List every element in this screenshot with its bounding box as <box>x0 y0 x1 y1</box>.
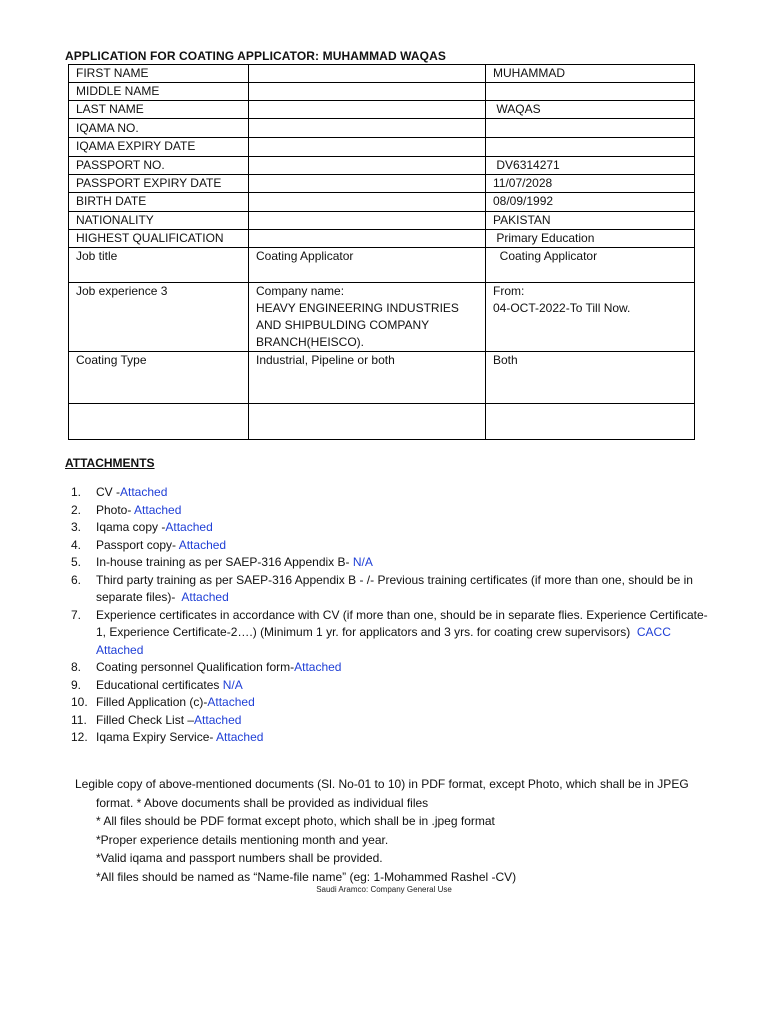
field-detail <box>249 83 486 101</box>
field-label <box>69 404 249 440</box>
field-detail <box>249 404 486 440</box>
item-text: Coating personnel Qualification form- <box>96 660 295 674</box>
list-item <box>65 484 715 502</box>
table-row <box>69 101 695 119</box>
list-item <box>65 502 715 520</box>
field-detail <box>249 230 486 248</box>
item-status: Attached <box>120 485 168 499</box>
item-number: 2. <box>71 502 82 517</box>
field-label: PASSPORT EXPIRY DATE <box>69 175 249 193</box>
table-row <box>69 404 695 440</box>
item-status: Attached <box>207 695 255 709</box>
list-item <box>65 694 715 712</box>
field-detail <box>249 138 486 157</box>
field-label: Job experience 3 <box>69 283 249 352</box>
item-status: N/A <box>222 677 243 692</box>
field-label: FIRST NAME <box>69 65 249 83</box>
field-value: DV6314271 <box>486 157 695 175</box>
field-detail <box>249 175 486 193</box>
item-status: Attached <box>165 520 213 534</box>
field-detail <box>249 65 486 83</box>
table-row <box>69 83 695 101</box>
table-row <box>69 119 695 138</box>
field-value: Primary Education <box>486 230 695 248</box>
field-detail <box>249 157 486 175</box>
item-number: 8. <box>71 660 82 674</box>
list-item <box>65 729 715 747</box>
table-row <box>69 230 695 248</box>
table-row <box>69 283 695 352</box>
footer-classification: Saudi Aramco: Company General Use <box>316 885 452 894</box>
field-detail <box>249 212 486 230</box>
item-number: 9. <box>71 677 82 692</box>
note-line: *All files should be named as “Name-file name” (eg: 1-Mohammed Rashel -CV) <box>96 869 517 884</box>
field-value: WAQAS <box>486 101 695 119</box>
field-detail <box>249 193 486 212</box>
table-row <box>69 193 695 212</box>
item-number: 12. <box>71 730 88 744</box>
field-label: IQAMA EXPIRY DATE <box>69 138 249 157</box>
field-label: MIDDLE NAME <box>69 83 249 101</box>
field-detail: Coating Applicator <box>249 248 486 283</box>
item-status: N/A <box>352 555 373 569</box>
item-number: 4. <box>71 537 82 552</box>
item-status: Attached <box>134 502 182 517</box>
item-status: Attached <box>216 730 264 744</box>
list-item <box>65 607 715 660</box>
list-item <box>65 572 715 607</box>
list-item <box>65 519 715 537</box>
table-row <box>69 138 695 157</box>
field-label: NATIONALITY <box>69 212 249 230</box>
applicant-table <box>68 64 695 440</box>
item-status: Attached <box>294 660 342 674</box>
field-label: LAST NAME <box>69 101 249 119</box>
item-number: 10. <box>71 695 88 709</box>
item-number: 7. <box>71 607 82 622</box>
field-label: IQAMA NO. <box>69 119 249 138</box>
table-row <box>69 157 695 175</box>
field-value: PAKISTAN <box>486 212 695 230</box>
attachments-heading: ATTACHMENTS <box>65 456 155 470</box>
field-value: Both <box>486 352 695 404</box>
item-text: Passport copy- <box>96 537 179 552</box>
field-value: 08/09/1992 <box>486 193 695 212</box>
table-row <box>69 175 695 193</box>
field-detail: Industrial, Pipeline or both <box>249 352 486 404</box>
list-item <box>65 677 715 695</box>
field-value <box>486 404 695 440</box>
attachments-list <box>65 484 715 747</box>
field-value <box>486 138 695 157</box>
field-label: PASSPORT NO. <box>69 157 249 175</box>
item-number: 1. <box>71 485 82 499</box>
note-line: Legible copy of above-mentioned documents (Sl. No-01 to 10) in PDF format, except Photo, which shall be in JPEG format. * Above documents shall be provided as individual files <box>75 777 689 810</box>
list-item <box>65 554 715 572</box>
field-label: Coating Type <box>69 352 249 404</box>
item-text: Iqama Expiry Service- <box>96 730 217 744</box>
field-label: Job title <box>69 248 249 283</box>
field-value <box>486 119 695 138</box>
item-text: In-house training as per SAEP-316 Appendix B- <box>96 555 353 569</box>
field-detail <box>249 101 486 119</box>
field-label: HIGHEST QUALIFICATION <box>69 230 249 248</box>
item-text: CV - <box>96 485 120 499</box>
item-number: 11. <box>71 712 87 727</box>
notes-block <box>75 775 715 886</box>
table-row <box>69 65 695 83</box>
field-value <box>486 83 695 101</box>
field-detail <box>249 119 486 138</box>
item-text: Third party training as per SAEP-316 Appendix B - /- Previous training certificates (if more than one, should be in separate files)- <box>96 572 697 604</box>
item-text: Filled Check List – <box>96 712 195 727</box>
item-status: Attached <box>194 712 242 727</box>
table-row <box>69 212 695 230</box>
note-line: * All files should be PDF format except photo, which shall be in .jpeg format <box>96 814 495 828</box>
note-line: *Proper experience details mentioning month and year. <box>96 832 389 847</box>
table-row <box>69 248 695 283</box>
item-status: Attached <box>178 537 227 552</box>
field-value: MUHAMMAD <box>486 65 695 83</box>
field-value: 11/07/2028 <box>486 175 695 193</box>
field-label: BIRTH DATE <box>69 193 249 212</box>
list-item <box>65 659 715 677</box>
item-text: Experience certificates in accordance with CV (if more than one, should be in separate flies. Experience Certificate-1, Experience Certificate-2….) (Minimum 1 yr. for applicators and 3 yrs. for coating crew supervisors) <box>96 607 708 639</box>
item-status: CACC Attached <box>96 625 671 657</box>
page-title: APPLICATION FOR COATING APPLICATOR: MUHAMMAD WAQAS <box>65 49 446 63</box>
item-number: 3. <box>71 520 82 534</box>
field-detail: Company name: HEAVY ENGINEERING INDUSTRIES AND SHIPBULDING COMPANY BRANCH(HEISCO). <box>249 283 486 352</box>
list-item <box>65 712 715 730</box>
table-row <box>69 352 695 404</box>
item-text: Iqama copy - <box>96 520 166 534</box>
field-value: From: 04-OCT-2022-To Till Now. <box>486 283 695 352</box>
list-item <box>65 537 715 555</box>
item-status: Attached <box>181 590 229 604</box>
item-text: Photo- <box>96 502 135 517</box>
item-text: Filled Application (c)- <box>96 695 208 709</box>
item-text: Educational certificates <box>96 677 223 692</box>
item-number: 5. <box>71 555 82 569</box>
field-value: Coating Applicator <box>486 248 695 283</box>
note-line: *Valid iqama and passport numbers shall be provided. <box>96 851 383 865</box>
item-number: 6. <box>71 572 82 587</box>
